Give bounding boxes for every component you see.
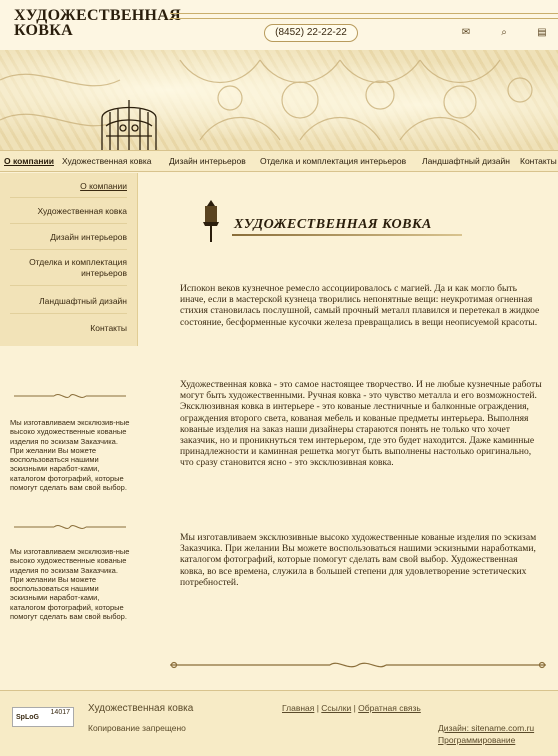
footer-link-feedback[interactable]: Обратная связь	[358, 703, 421, 713]
side-item-finishing[interactable]: Отделка и комплектация интерьеров	[29, 257, 127, 278]
divider	[10, 313, 127, 314]
nav-item-landscape[interactable]: Ландшафтный дизайн	[422, 156, 510, 166]
article-paragraph: Мы изготавливаем эксклюзивные высоко художественные кованые изделия по эскизам Заказчика. При желании Вы можете воспользоваться нашими эскизными наработками, каталогом фотографий, которые помогут сделать вам свой выбор. Художественная ковка, во все времена, служила в большей степени для удовлетворение эстетических потребностей.	[180, 532, 537, 588]
counter-label: SpLoG	[16, 714, 39, 721]
nav-item-interior-design[interactable]: Дизайн интерьеров	[169, 156, 246, 166]
counter-number: 14017	[50, 709, 70, 716]
side-promo-2: Мы изготавливаем эксклюзив-ные высоко художественные кованые изделия по эскизам Заказчика. При желании Вы можете воспользоваться нашими эскизными наработ-ками, каталогом фотографий, которые помогут сделать вам свой выбор.	[10, 547, 130, 622]
programming-credit[interactable]: Программирование	[438, 735, 516, 745]
side-item-about[interactable]: О компании	[80, 181, 127, 191]
article-paragraph: Художественная ковка - это самое настоящее творчество. И не любые кузнечные работы могут быть художественными. Ручная ковка - это чувство металла и его возможностей. Эксклюзивная ковка в интерьере - это кованые лестничные и балконные ограждения, ограждения второго света, кованая мебель и кованые предметы интерьера. Выполняя кованые изделия на заказ наши дизайнеры стараются понять не только что хочет заказчик, но и проникнуться тем интерьером, где это будет находится. Даже каминные принадлежности и каминная решетка могут быть выполнены настолько оригинально, что сразу становится ясно - это эксклюзивная ковка.	[180, 379, 542, 469]
nav-item-forging[interactable]: Художественная ковка	[62, 156, 152, 166]
side-promo-1: Мы изготавливаем эксклюзив-ные высоко художественные кованые изделия по эскизам Заказчика. При желании Вы можете воспользоваться нашими эскизными наработ-ками, каталогом фотографий, которые помогут сделать вам свой выбор.	[10, 418, 130, 493]
design-credit[interactable]: Дизайн: sitename.com.ru	[438, 723, 535, 733]
footer-link-home[interactable]: Главная	[282, 703, 315, 713]
divider	[10, 197, 127, 198]
footer-brand: Художественная ковка	[88, 703, 194, 714]
ornament-divider	[14, 522, 126, 532]
nav-item-finishing[interactable]: Отделка и комплектация интерьеров	[260, 156, 407, 166]
visit-counter[interactable]	[12, 707, 74, 727]
article-paragraph: Испокон веков кузнечное ремесло ассоциировалось с магией. Да и как могло быть иначе, если в мастерской кузнеца творились непонятные вещи: неукротимая огненная стихия становилась послушной, самый прочный металл плавился и перетекал в жидкое состояние, бесформенные кусочки железа превращались в вещи неописуемой красоты.	[180, 283, 540, 328]
side-menu	[0, 173, 138, 346]
article-title: ХУДОЖЕСТВЕННАЯ КОВКА	[234, 217, 432, 232]
main-nav	[0, 150, 558, 172]
divider	[10, 249, 127, 250]
divider	[10, 285, 127, 286]
header-ornament	[170, 13, 558, 19]
logo-line1: ХУДОЖЕСТВЕННАЯ	[14, 7, 181, 24]
nav-item-contacts[interactable]: Контакты	[520, 156, 557, 166]
footer-links	[282, 703, 421, 713]
search-icon[interactable]: ⌕	[501, 27, 507, 38]
side-item-interior-design[interactable]: Дизайн интерьеров	[50, 232, 127, 242]
lantern-icon	[199, 200, 223, 242]
footer	[0, 690, 558, 756]
title-underline	[232, 234, 462, 236]
divider	[10, 223, 127, 224]
footer-link-links[interactable]: Ссылки	[321, 703, 352, 713]
header-banner	[0, 50, 558, 150]
ornament-divider	[14, 391, 126, 401]
header	[0, 0, 558, 50]
copyright: Копирование запрещено	[88, 723, 186, 733]
banner-pattern	[0, 50, 558, 150]
ornament-divider	[170, 659, 546, 671]
logo-line2: КОВКА	[14, 22, 73, 39]
side-item-landscape[interactable]: Ландшафтный дизайн	[39, 296, 127, 306]
link-separator: |	[351, 703, 359, 713]
side-item-contacts[interactable]: Контакты	[90, 323, 127, 333]
logo[interactable]	[14, 8, 181, 38]
mail-icon[interactable]: ✉	[461, 27, 471, 38]
gate-icon	[98, 96, 160, 150]
nav-item-about[interactable]: О компании	[4, 156, 54, 166]
side-item-forging[interactable]: Художественная ковка	[37, 206, 127, 216]
phone-number: (8452) 22-22-22	[264, 24, 358, 42]
sitemap-icon[interactable]: ▤	[537, 27, 547, 38]
link-separator: |	[314, 703, 322, 713]
